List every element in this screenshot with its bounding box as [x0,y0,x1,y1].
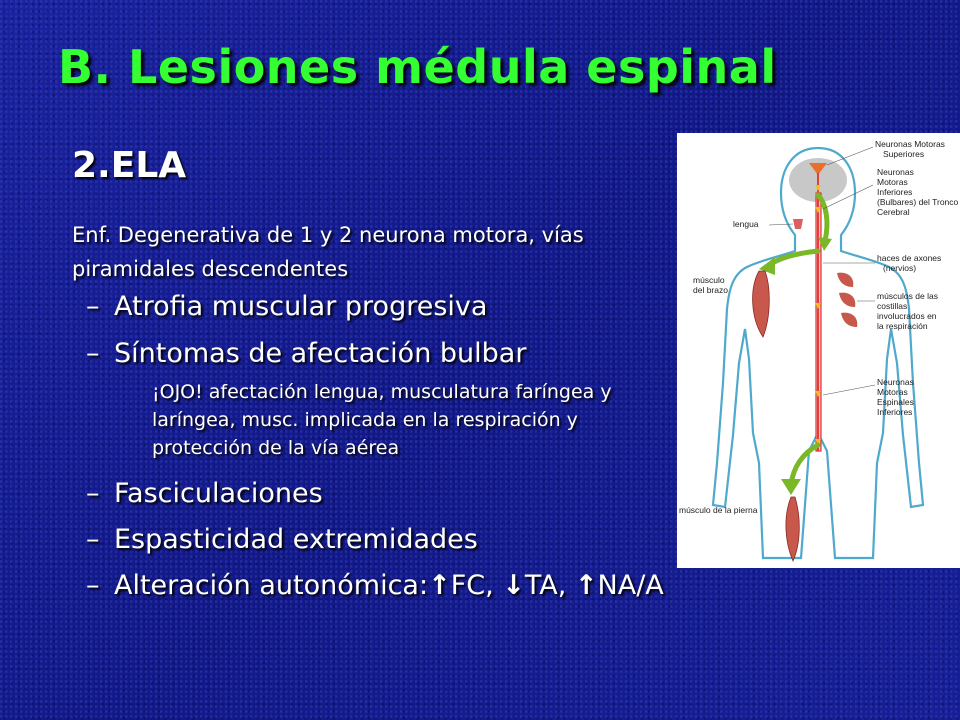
arrow-down-icon: ↓ [502,570,525,601]
bullet-fasciculaciones [86,478,323,509]
label-axon-bundles: haces de axones (nervios) [877,253,942,273]
bullet-dash: – [86,570,100,601]
bullet-dash: – [86,291,100,322]
label-upper-neurons: Neuronas Motoras Superiores [875,139,945,159]
bulbar-note: ¡OJO! afectación lengua, musculatura faríngea y laríngea, musc. implicada en la respiración y protección de la vía aérea [152,381,612,459]
bullet-autonomica [86,570,664,601]
rib-muscle-shape [837,273,853,287]
bullet-text: Espasticidad extremidades [114,524,478,555]
rib-muscle-shape [839,293,855,307]
tongue-shape [793,219,803,229]
leg-arrow-head [781,479,801,495]
motor-neuron-diagram-svg [677,133,960,568]
arm-muscle-shape [753,271,770,337]
leader-line [823,385,875,395]
leg-muscle-shape [786,497,799,561]
arrow-up-icon: ↑ [574,570,598,601]
intro-text: Enf. Degenerativa de 1 y 2 neurona motora, vías piramidales descendentes [72,223,584,281]
bullet-text: Alteración autonómica: [114,570,429,601]
bullet-dash: – [86,338,100,369]
motor-neuron-diagram [677,133,960,568]
label-respiration-muscles: músculos de las costillas involucrados en la respiración [877,291,938,331]
bullet-text: Fasciculaciones [114,478,323,509]
label-arm-muscle: músculo del brazo [693,275,728,295]
slide-subtitle: 2.ELA [72,145,187,186]
rib-muscle-shape [841,313,857,327]
na-text: NA/A [597,570,664,601]
fc-text: FC, [450,570,503,601]
bullet-espasticidad [86,524,478,555]
arm-arrow [769,251,818,265]
label-tongue: lengua [733,219,759,229]
bullet-bulbar [86,338,526,369]
bullet-text: Síntomas de afectación bulbar [114,338,527,369]
label-bulbar-neurons: Neuronas Motoras Inferiores (Bulbares) del Tronco Cerebral [877,167,959,217]
label-leg-muscle: músculo de la pierna [679,505,758,515]
arrow-up-icon: ↑ [428,570,451,601]
ta-text: TA, [524,570,575,601]
bullet-dash: – [86,524,100,555]
leader-line [827,147,873,165]
bullet-dash: – [86,478,100,509]
label-spinal-neurons: Neuronas Motoras Espinales Inferiores [877,377,914,417]
bullet-text: Atrofia muscular progresiva [114,291,488,322]
slide-title: B. Lesiones médula espinal [58,40,777,94]
bullet-atrofia [86,291,487,322]
